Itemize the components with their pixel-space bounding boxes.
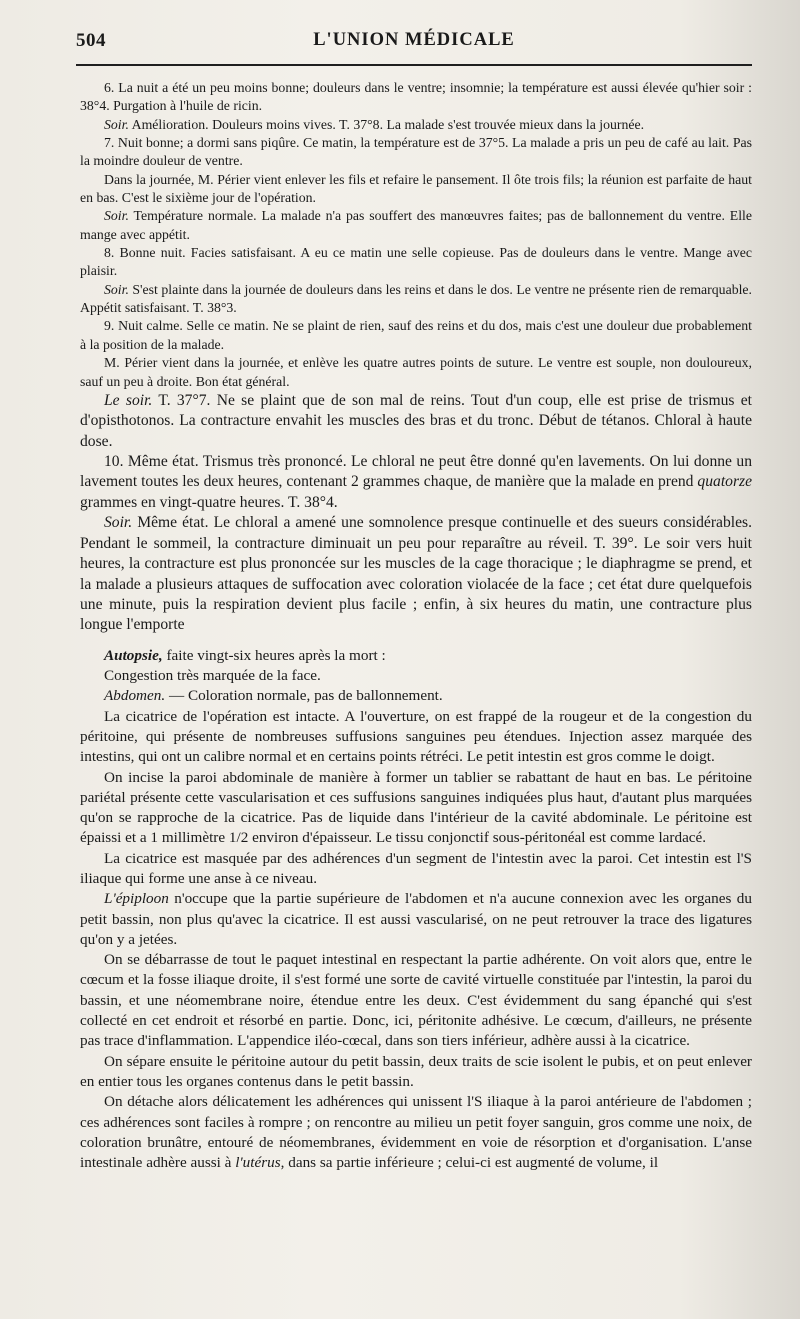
paragraph: Abdomen. — Coloration normale, pas de ballonnement. bbox=[104, 687, 443, 705]
paragraph: 10. Même état. Trismus très prononcé. Le chloral ne peut être donné qu'en lavements. On lui donne un lavement toutes les deux heures, contenant 2 grammes chaque, de manière que la malade en prend quatorze grammes en vingt-quatre heures. T. 38°4. bbox=[80, 453, 752, 511]
daily-notes-small bbox=[80, 79, 752, 391]
autopsy-section bbox=[80, 646, 752, 1174]
paragraph: La cicatrice est masquée par des adhérences d'un segment de l'intestin avec la paroi. Cet intestin est l'S iliaque qui forme une anse à ce niveau. bbox=[80, 849, 752, 887]
paragraph: Soir. S'est plainte dans la journée de douleurs dans les reins et dans le dos. Le ventre ne présente rien de remarquable. Appétit satisfaisant. T. 38°3. bbox=[80, 281, 752, 316]
paragraph: Soir. Amélioration. Douleurs moins vives. T. 37°8. La malade s'est trouvée mieux dans la journée. bbox=[104, 116, 645, 132]
paragraph: On sépare ensuite le péritoine autour du petit bassin, deux traits de scie isolent le pubis, et on peut enlever en entier tous les organes contenus dans le petit bassin. bbox=[80, 1052, 752, 1090]
paragraph: 8. Bonne nuit. Facies satisfaisant. A eu ce matin une selle copieuse. Pas de douleurs dans le ventre. Mange avec plaisir. bbox=[80, 245, 752, 279]
paragraph: On incise la paroi abdominale de manière à former un tablier se rabattant de haut en bas. Le péritoine pariétal présente cette vascularisation et ces suffusions sanguines indiquées plus haut, d'autant plus marquées qu'on se rapproche de la cicatrice. Pas de liquide dans l'intérieur de la cavité abdominale. Le péritoine est épaissi et a 1 millimètre 1/2 environ d'épaisseur. Le tissu conjonctif sous-péritonéal est comme lardacé. bbox=[80, 768, 752, 847]
paragraph: L'épiploon n'occupe que la partie supérieure de l'abdomen et n'a aucune connexion avec les organes du petit bassin, non plus qu'avec la cicatrice. Il est aussi vascularisé, on ne peut retrouver la trace des ligatures qu'on y a jetées. bbox=[80, 890, 752, 948]
paragraph: On se débarrasse de tout le paquet intestinal en respectant la partie adhérente. On voit alors que, entre le cœcum et la fosse iliaque droite, il s'est formé une sorte de cavité virtuelle constituée par l'intestin, la paroi du bassin, et une néomembrane noire, étendue entre les deux. C'est évidemment du sang épanché qui s'est collecté en cet endroit et résorbé en partie. Donc, ici, péritonite adhésive. Le cœcum, d'ailleurs, ne présente pas trace d'inflammation. L'appendice iléo-cœcal, dans son tiers inférieur, adhère aussi à la cicatrice. bbox=[80, 951, 752, 1050]
paragraph: On détache alors délicatement les adhérences qui unissent l'S iliaque à la paroi antérieure de l'abdomen ; ces adhérences sont faciles à rompre ; on rencontre au milieu un petit foyer sanguin, gros comme une noix, de coloration brunâtre, entouré de néomembranes, évidemment en voie de résorption et d'organisation. L'anse intestinale adhère aussi à l'utérus, dans sa partie inférieure ; celui-ci est augmenté de volume, il bbox=[80, 1093, 752, 1172]
paragraph: La cicatrice de l'opération est intacte. A l'ouverture, on est frappé de la rougeur et de la congestion du péritoine, qui présente de nombreuses suffusions sanguines peu étendues. Injection assez marquée des intestins, qui ont un calibre normal et en certains points rétréci. Le petit intestin est gros comme le doigt. bbox=[80, 707, 752, 766]
paragraph: 9. Nuit calme. Selle ce matin. Ne se plaint de rien, sauf des reins et du dos, mais c'est une douleur due probablement à la position de la malade. bbox=[80, 318, 752, 352]
paragraph: 7. Nuit bonne; a dormi sans piqûre. Ce matin, la température est de 37°5. La malade a pris un peu de café au lait. Pas la moindre douleur de ventre. bbox=[80, 135, 752, 169]
page-header bbox=[76, 30, 752, 56]
paragraph: Congestion très marquée de la face. bbox=[104, 667, 321, 685]
tetanus-notes bbox=[80, 391, 752, 636]
running-title: L'UNION MÉDICALE bbox=[313, 30, 515, 50]
paragraph: M. Périer vient dans la journée, et enlève les quatre autres points de suture. Le ventre est souple, non douloureux, sauf un peu à droite. Bon état général. bbox=[80, 355, 752, 389]
article-body bbox=[80, 79, 752, 1173]
header-rule bbox=[76, 64, 752, 66]
paragraph: 6. La nuit a été un peu moins bonne; douleurs dans le ventre; insomnie; la température est aussi élevée qu'hier soir : 38°4. Purgation à l'huile de ricin. bbox=[80, 80, 752, 114]
paragraph: Dans la journée, M. Périer vient enlever les fils et refaire le pansement. Il ôte trois fils; la réunion est parfaite de haut en bas. C'est le sixième jour de l'opération. bbox=[80, 171, 752, 206]
autopsy-heading: Autopsie, faite vingt-six heures après la mort : bbox=[104, 646, 386, 664]
page-number: 504 bbox=[76, 30, 106, 51]
paragraph: Le soir. T. 37°7. Ne se plaint que de son mal de reins. Tout d'un coup, elle est prise de trismus et d'opisthotonos. La contracture envahit les muscles des bras et du tronc. Début de tétanos. Chloral à haute dose. bbox=[80, 391, 752, 450]
paragraph: Soir. Température normale. La malade n'a pas souffert des manœuvres faites; pas de ballonnement du ventre. Elle mange avec appétit. bbox=[80, 208, 752, 242]
paragraph: Soir. Même état. Le chloral a amené une somnolence presque continuelle et des sueurs considérables. Pendant le sommeil, la contracture diminuait un peu pour reparaître au réveil. T. 39°. Le soir vers huit heures, la contracture est plus prononcée sur les muscles de la cage thoracique ; le diaphragme se prend, et la malade a plusieurs attaques de suffocation avec coloration violacée de la face ; cet état dure quelquefois une minute, puis la respiration devient plus facile ; enfin, à six heures du matin, une contracture plus longue l'emporte bbox=[80, 514, 752, 634]
